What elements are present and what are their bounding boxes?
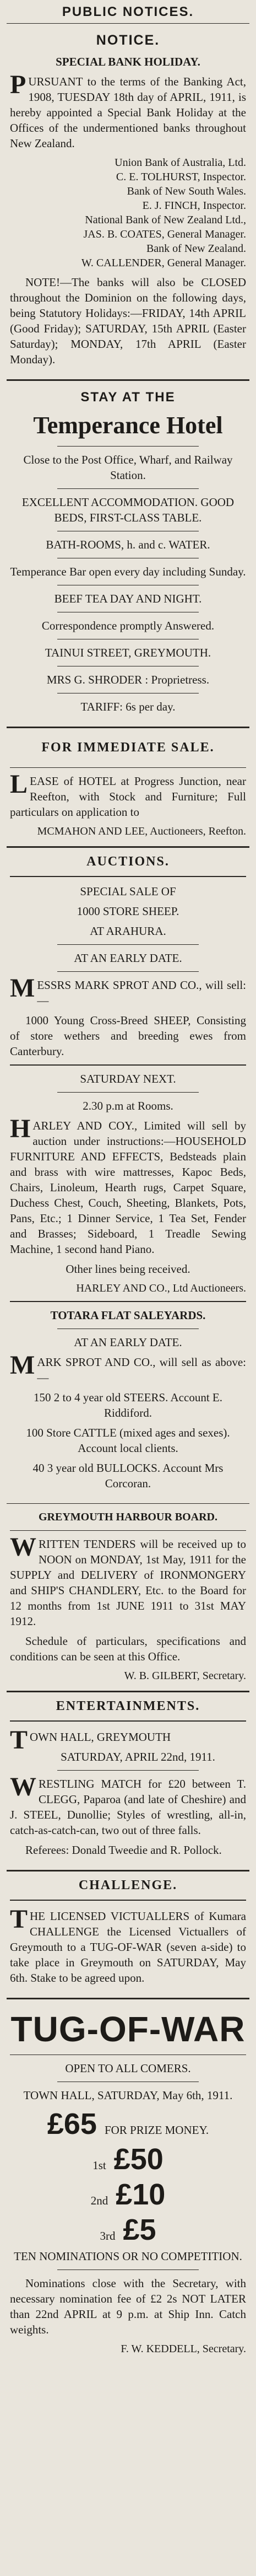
entertainments-band: ENTERTAINMENTS. bbox=[10, 1692, 246, 1722]
challenge-section bbox=[7, 1872, 249, 1999]
bank-sig-national: National Bank of New Zealand Ltd., bbox=[85, 214, 246, 226]
wrestling-referees: Referees: Donald Tweedie and R. Pollock. bbox=[25, 1843, 222, 1857]
hotel-line-proprietress: MRS G. SHRODER : Proprietress. bbox=[46, 673, 210, 686]
tug-title: TUG-OF-WAR bbox=[10, 2009, 246, 2049]
auctions-section bbox=[7, 848, 249, 1504]
totara-date: AT AN EARLY DATE. bbox=[74, 1336, 182, 1349]
hotel-line-location: Close to the Post Office, Wharf, and Railway Station. bbox=[23, 453, 233, 482]
wrestling-venue: TOWN HALL, GREYMOUTH bbox=[10, 1725, 171, 1755]
totara-flat-ad bbox=[10, 1308, 246, 1491]
bank-sig-tolhurst: C. E. TOLHURST, Inspector. bbox=[116, 171, 246, 183]
prize-first bbox=[10, 2143, 246, 2176]
furniture-time: 2.30 p.m at Rooms. bbox=[83, 1099, 173, 1112]
furniture-signature: HARLEY AND CO., Ltd Auctioneers. bbox=[76, 1282, 246, 1294]
totara-lot-bullocks: 40 3 year old BULLOCKS. Account Mrs Corcoran. bbox=[32, 1461, 224, 1490]
tug-signature: F. W. KEDDELL, Secretary. bbox=[121, 2343, 246, 2355]
tug-venue: TOWN HALL, SATURDAY, May 6th, 1911. bbox=[23, 2089, 233, 2102]
hotel-line-accommodation: EXCELLENT ACCOMMODATION. GOOD BEDS, FIRST-CLASS TABLE. bbox=[21, 496, 235, 524]
divider bbox=[57, 488, 199, 489]
auctions-band: AUCTIONS. bbox=[10, 848, 246, 877]
bank-sig-nsw: Bank of New South Wales. bbox=[127, 185, 246, 197]
tug-body: Nominations close with the Secretary, with necessary nomination fee of £2 2s NOT LATER than 22nd APRIL at 9 p.m. at Ship Inn. Catch weights. bbox=[10, 2277, 246, 2336]
tug-open: OPEN TO ALL COMERS. bbox=[65, 2062, 191, 2075]
divider bbox=[57, 1770, 199, 1771]
totara-body: MARK SPROT AND CO., will sell as above:— bbox=[10, 1351, 246, 1384]
sheep-title-2: 1000 STORE SHEEP. bbox=[77, 905, 179, 918]
harbour-detail: Schedule of particulars, specifications and conditions can be seen at this Office. bbox=[10, 1634, 246, 1663]
furniture-body: HARLEY AND COY., Limited will sell by auction under instructions:—HOUSEHOLD FURNITURE AND EFFECTS, Bedsteads plain and brass with wire mattresses, Kapoc Beds, Chairs, Linoleum, Hearth rugs, Carpet Square, Duchess Chest, Couch, Sheeting, Blankets, Pots, Pans, Etc.; 1 Dinner Service, 1 Tea Set, Fender and Brasses; Sideboard, 1 Treadle Sewing Machine, 1 second hand Piano. bbox=[10, 1114, 246, 1256]
prize-label: FOR PRIZE MONEY. bbox=[104, 2123, 209, 2137]
immediate-sale-ad bbox=[7, 728, 249, 848]
hotel-line-address: TAINUI STREET, GREYMOUTH. bbox=[45, 646, 211, 659]
sale-signature: MCMAHON AND LEE, Auctioneers, Reefton. bbox=[37, 825, 246, 837]
totara-lot-cattle: 100 Store CATTLE (mixed ages and sexes). Account local clients. bbox=[26, 1426, 230, 1455]
prize-amount: £65 bbox=[47, 2107, 97, 2141]
prize-place-value: £10 bbox=[116, 2178, 166, 2211]
divider bbox=[10, 1530, 246, 1531]
prize-place-value: £50 bbox=[113, 2143, 164, 2176]
sheep-place: AT ARAHURA. bbox=[90, 924, 166, 938]
totara-lot-steers: 150 2 to 4 year old STEERS. Account E. Riddiford. bbox=[34, 1391, 222, 1419]
prize-place-value: £5 bbox=[123, 2213, 156, 2246]
sale-body: LEASE of HOTEL at Progress Junction, near Reefton, with Stock and Furniture; Full particulars on application to bbox=[10, 770, 246, 819]
newspaper-page bbox=[7, 0, 249, 2364]
furniture-date: SATURDAY NEXT. bbox=[80, 1072, 176, 1085]
divider bbox=[57, 446, 199, 447]
bank-sig-bnz: Bank of New Zealand. bbox=[146, 243, 246, 255]
sheep-detail: 1000 Young Cross-Breed SHEEP, Consisting of store wethers and breeding ewes from Canterbury. bbox=[10, 1014, 246, 1058]
bank-sig-coates: JAS. B. COATES, General Manager. bbox=[83, 228, 246, 240]
tug-of-war-ad bbox=[7, 1999, 249, 2364]
bank-sig-finch: E. J. FINCH, Inspector. bbox=[142, 200, 246, 212]
harbour-band: GREYMOUTH HARBOUR BOARD. bbox=[38, 1511, 217, 1523]
sale-band: FOR IMMEDIATE SALE. bbox=[41, 740, 215, 755]
divider bbox=[10, 1301, 246, 1302]
divider bbox=[10, 1064, 246, 1066]
public-notices-header bbox=[7, 3, 249, 24]
notice-heading: NOTICE. bbox=[96, 33, 160, 48]
harbour-signature: W. B. GILBERT, Secretary. bbox=[124, 1670, 246, 1682]
wrestling-body: WRESTLING MATCH for £20 between T. CLEGG, Paparoa (and late of Cheshire) and J. STEEL, Dunollie; Styles of wrestling, all-in, catch-as-catch-can, two out of three falls. bbox=[10, 1772, 246, 1837]
sheep-sale-ad bbox=[10, 877, 246, 1059]
furniture-sale-ad bbox=[10, 1071, 246, 1295]
challenge-band: CHALLENGE. bbox=[10, 1872, 246, 1901]
hotel-band: STAY AT THE bbox=[80, 390, 176, 405]
bank-sig-callender: W. CALLENDER, General Manager. bbox=[81, 257, 246, 269]
bank-note: NOTE!—The banks will also be CLOSED throughout the Dominion on the following days, being Statutory Holidays:—FRIDAY, 14th APRIL (Good Friday); SATURDAY, 15th APRIL (Easter Saturday); MONDAY, 17th APRIL (Easter Monday). bbox=[10, 276, 246, 366]
sheep-title-1: SPECIAL SALE OF bbox=[80, 885, 176, 898]
tug-nominations: TEN NOMINATIONS OR NO COMPETITION. bbox=[14, 2250, 242, 2263]
entertainments-section bbox=[7, 1692, 249, 1872]
prize-place-label: 2nd bbox=[90, 2194, 108, 2207]
prize-place-label: 1st bbox=[92, 2159, 106, 2172]
hotel-line-beef-tea: BEEF TEA DAY AND NIGHT. bbox=[54, 592, 202, 605]
totara-title: TOTARA FLAT SALEYARDS. bbox=[50, 1309, 206, 1322]
bank-sig-union: Union Bank of Australia, Ltd. bbox=[115, 157, 246, 169]
bank-holiday-title: SPECIAL BANK HOLIDAY. bbox=[56, 55, 200, 68]
divider bbox=[10, 767, 246, 768]
harbour-body: WRITTEN TENDERS will be received up to NOON on MONDAY, 1st May, 1911 for the SUPPLY and DELIVERY of IRONMONGERY and SHIP'S CHANDLERY, Etc. to the Board for 12 months from 1st JUNE 1911 to 31st MAY 1912. bbox=[10, 1532, 246, 1628]
bank-holiday-body: PURSUANT to the terms of the Banking Act, 1908, TUESDAY 18th day of APRIL, 1911, is hereby appointed a Special Bank Holiday at the Offices of the undermentioned banks throughout New Zealand. bbox=[10, 70, 246, 150]
divider bbox=[57, 1092, 199, 1093]
hotel-line-correspondence: Correspondence promptly Answered. bbox=[41, 619, 215, 632]
sheep-body: MESSRS MARK SPROT AND CO., will sell:— bbox=[10, 974, 246, 1007]
prize-place-label: 3rd bbox=[100, 2229, 116, 2242]
divider bbox=[57, 971, 199, 972]
prize-money-row bbox=[10, 2107, 246, 2141]
wrestling-date: SATURDAY, APRIL 22nd, 1911. bbox=[61, 1750, 215, 1763]
divider bbox=[57, 944, 199, 945]
temperance-hotel-ad bbox=[7, 381, 249, 728]
sheep-date: AT AN EARLY DATE. bbox=[74, 951, 182, 965]
prize-third bbox=[10, 2213, 246, 2246]
bank-holiday-notice bbox=[7, 24, 249, 381]
furniture-note: Other lines being received. bbox=[66, 1262, 190, 1276]
hotel-line-bath: BATH-ROOMS, h. and c. WATER. bbox=[46, 538, 210, 551]
hotel-line-bar: Temperance Bar open every day including Sunday. bbox=[10, 565, 246, 578]
page-title: PUBLIC NOTICES. bbox=[62, 4, 194, 19]
prize-second bbox=[10, 2178, 246, 2211]
hotel-name: Temperance Hotel bbox=[33, 412, 223, 439]
hotel-line-tariff: TARIFF: 6s per day. bbox=[80, 700, 176, 713]
harbour-board-tender bbox=[7, 1504, 249, 1692]
challenge-body: THE LICENSED VICTUALLERS of Kumara CHALLENGE the Licensed Victuallers of Greymouth to a TUG-OF-WAR (seven a-side) to take place in Greymouth on SATURDAY, May 6th. Stake to be agreed upon. bbox=[10, 1905, 246, 1985]
